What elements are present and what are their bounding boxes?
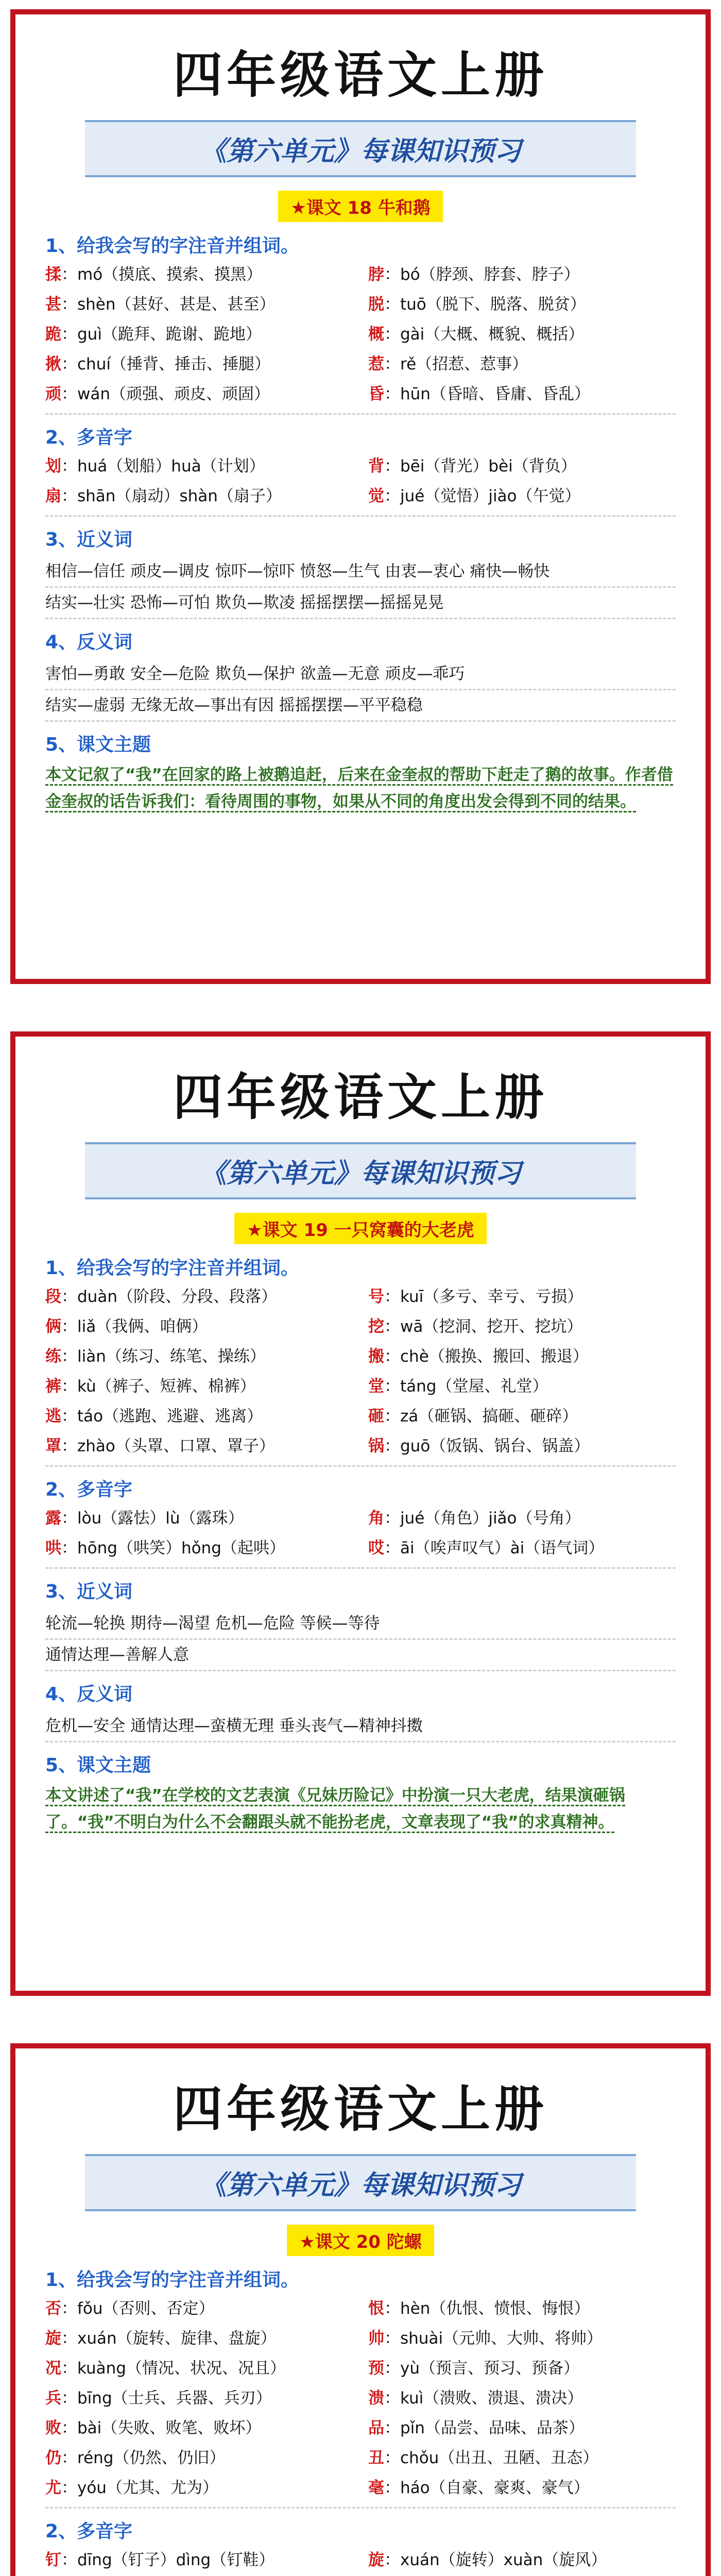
- lesson-badge: ★课文 20 陀螺: [287, 2225, 434, 2256]
- section-heading: 3、近义词: [45, 529, 133, 550]
- char-label: 恨: [368, 2299, 384, 2318]
- char-detail: ：mó（摸底、摸索、摸黑）: [61, 265, 263, 284]
- char-label: 揉: [45, 265, 61, 284]
- char-label: 脖: [368, 265, 384, 284]
- char-detail: ：táng（堂屋、礼堂）: [384, 1377, 548, 1396]
- char-entry: [368, 2446, 676, 2470]
- polyphone-entry: [45, 2548, 353, 2572]
- char-detail: ：yóu（尤其、尤为）: [61, 2479, 218, 2497]
- char-label: 兵: [45, 2389, 61, 2408]
- char-entry: [368, 293, 676, 316]
- char-label: 觉: [368, 487, 384, 505]
- lesson-badge: ★课文 18 牛和鹅: [278, 191, 442, 222]
- char-label: 哎: [368, 1539, 384, 1557]
- char-label: 丑: [368, 2449, 384, 2467]
- section-heading: 5、课文主题: [45, 1755, 151, 1776]
- char-detail: ：háo（自豪、豪爽、豪气）: [384, 2479, 590, 2497]
- section-heading: 5、课文主题: [45, 734, 151, 755]
- char-grid: [45, 263, 676, 415]
- unit-banner: 《第六单元》每课知识预习: [85, 1142, 636, 1199]
- char-label: 帅: [368, 2329, 384, 2348]
- char-detail: ：yù（预言、预习、预备）: [384, 2359, 579, 2378]
- char-detail: ：liǎ（我俩、咱俩）: [61, 1317, 208, 1336]
- char-label: 旋: [368, 2551, 384, 2569]
- char-label: 顽: [45, 385, 61, 403]
- char-detail: ：dīng（钉子）dìng（钉鞋）: [61, 2551, 275, 2569]
- char-entry: [368, 1285, 676, 1309]
- char-entry: [368, 1434, 676, 1458]
- char-detail: ：bài（失败、败笔、败坏）: [61, 2419, 262, 2437]
- theme-text: 本文讲述了“我”在学校的文艺表演《兄妹历险记》中扮演一只大老虎，结果演砸锅了。“我”不明白为什么不会翻跟头就不能扮老虎，文章表现了“我”的求真精神。: [45, 1786, 625, 1833]
- char-detail: ：hūn（昏暗、昏庸、昏乱）: [384, 385, 590, 403]
- char-label: 练: [45, 1347, 61, 1366]
- char-label: 败: [45, 2419, 61, 2437]
- char-label: 跪: [45, 325, 61, 344]
- char-entry: [368, 2297, 676, 2320]
- char-entry: [45, 2297, 353, 2320]
- char-detail: ：guō（饭锅、锅台、锅盖）: [384, 1437, 590, 1455]
- char-entry: [368, 263, 676, 286]
- char-detail: ：shèn（甚好、甚是、甚至）: [61, 295, 276, 314]
- char-detail: ：guì（跪拜、跪谢、跪地）: [61, 325, 262, 344]
- char-detail: ：wā（挖洞、挖开、挖坑）: [384, 1317, 583, 1336]
- char-entry: [45, 1285, 353, 1309]
- char-detail: ：shān（扇动）shàn（扇子）: [61, 487, 282, 505]
- char-entry: [45, 293, 353, 316]
- char-entry: [368, 352, 676, 376]
- char-detail: ：réng（仍然、仍旧）: [61, 2449, 226, 2467]
- section-heading: 4、反义词: [45, 632, 133, 653]
- char-detail: ：pǐn（品尝、品味、品茶）: [384, 2419, 585, 2437]
- lesson-card-20: [10, 2043, 711, 2576]
- char-label: 揪: [45, 355, 61, 374]
- char-label: 昏: [368, 385, 384, 403]
- char-detail: ：xuán（旋转）xuàn（旋风）: [384, 2551, 607, 2569]
- lesson-card-19: [10, 1031, 711, 1996]
- char-detail: ：chuí（捶背、捶击、捶腿）: [61, 355, 270, 374]
- char-label: 裤: [45, 1377, 61, 1396]
- char-entry: [368, 1345, 676, 1368]
- theme-text: 本文记叙了“我”在回家的路上被鹅追赶，后来在金奎叔的帮助下赶走了鹅的故事。作者借金奎叔的话告诉我们：看待周围的事物，如果从不同的角度出发会得到不同的结果。: [45, 766, 673, 812]
- char-entry: [368, 1315, 676, 1338]
- char-detail: ：bēi（背光）bèi（背负）: [384, 457, 577, 476]
- char-entry: [45, 1404, 353, 1428]
- char-entry: [45, 1345, 353, 1368]
- char-entry: [368, 323, 676, 346]
- lesson-card-18: [10, 9, 711, 984]
- char-entry: [45, 2357, 353, 2380]
- char-entry: [45, 2327, 353, 2350]
- section-heading: 2、多音字: [45, 2521, 133, 2542]
- char-detail: ：āi（唉声叹气）ài（语气词）: [384, 1539, 605, 1557]
- section-heading: 1、给我会写的字注音并组词。: [45, 235, 300, 257]
- char-label: 钉: [45, 2551, 61, 2569]
- section-heading: 3、近义词: [45, 1581, 133, 1602]
- char-detail: ：kuàng（情况、状况、况且）: [61, 2359, 286, 2378]
- char-entry: [45, 1375, 353, 1398]
- char-label: 哄: [45, 1539, 61, 1557]
- char-label: 露: [45, 1509, 61, 1528]
- char-entry: [368, 2386, 676, 2410]
- char-label: 概: [368, 325, 384, 344]
- char-label: 扇: [45, 487, 61, 505]
- theme-paragraph: [45, 761, 676, 815]
- char-detail: ：rě（招惹、惹事）: [384, 355, 528, 374]
- char-detail: ：shuài（元帅、大帅、将帅）: [384, 2329, 603, 2348]
- char-detail: ：chè（搬换、搬回、搬退）: [384, 1347, 589, 1366]
- char-label: 脱: [368, 295, 384, 314]
- polyphone-entry: [368, 1536, 676, 1560]
- char-label: 角: [368, 1509, 384, 1528]
- char-label: 仍: [45, 2449, 61, 2467]
- char-entry: [45, 2386, 353, 2410]
- char-detail: ：kuì（溃败、溃退、溃决）: [384, 2389, 583, 2408]
- theme-paragraph: [45, 1782, 676, 1836]
- char-label: 溃: [368, 2389, 384, 2408]
- char-detail: ：fǒu（否则、否定）: [61, 2299, 215, 2318]
- char-detail: ：kù（裤子、短裤、棉裤）: [61, 1377, 256, 1396]
- section-heading: 2、多音字: [45, 427, 133, 448]
- polyphone-entry: [368, 454, 676, 478]
- synonym-line: 相信—信任 顽皮—调皮 惊吓—惊吓 愤怒—生气 由衷—衷心 痛快—畅快: [45, 556, 676, 588]
- char-grid: [45, 1285, 676, 1467]
- polyphone-entry: [45, 1506, 353, 1530]
- char-detail: ：duàn（阶段、分段、段落）: [61, 1287, 277, 1306]
- char-label: 背: [368, 457, 384, 476]
- char-detail: ：kuī（多亏、幸亏、亏损）: [384, 1287, 583, 1306]
- char-detail: ：lòu（露怯）lù（露珠）: [61, 1509, 244, 1528]
- char-label: 段: [45, 1287, 61, 1306]
- char-detail: ：hōng（哄笑）hǒng（起哄）: [61, 1539, 285, 1557]
- char-label: 否: [45, 2299, 61, 2318]
- page-title: 四年级语文上册: [173, 46, 548, 104]
- char-detail: ：wán（顽强、顽皮、顽固）: [61, 385, 270, 403]
- unit-banner: 《第六单元》每课知识预习: [85, 120, 636, 177]
- char-detail: ：zá（砸锅、搞砸、砸碎）: [384, 1407, 578, 1426]
- char-entry: [368, 2476, 676, 2500]
- char-label: 况: [45, 2359, 61, 2378]
- char-label: 惹: [368, 355, 384, 374]
- char-detail: ：xuán（旋转、旋律、盘旋）: [61, 2329, 277, 2348]
- char-detail: ：liàn（练习、练笔、操练）: [61, 1347, 266, 1366]
- synonym-line: 轮流—轮换 期待—渴望 危机—危险 等候—等待: [45, 1608, 676, 1640]
- polyphone-grid: [45, 2548, 676, 2576]
- char-label: 毫: [368, 2479, 384, 2497]
- char-entry: [368, 1375, 676, 1398]
- char-detail: ：zhào（头罩、口罩、罩子）: [61, 1437, 275, 1455]
- char-detail: ：huá（划船）huà（计划）: [61, 457, 265, 476]
- char-entry: [368, 2416, 676, 2440]
- char-entry: [45, 263, 353, 286]
- char-entry: [45, 352, 353, 376]
- polyphone-entry: [45, 454, 353, 478]
- char-detail: ：táo（逃跑、逃避、逃离）: [61, 1407, 263, 1426]
- char-entry: [45, 323, 353, 346]
- char-label: 预: [368, 2359, 384, 2378]
- char-detail: ：chǒu（出丑、丑陋、丑态）: [384, 2449, 599, 2467]
- char-entry: [45, 1434, 353, 1458]
- char-label: 罩: [45, 1437, 61, 1455]
- char-entry: [45, 2446, 353, 2470]
- polyphone-entry: [368, 484, 676, 508]
- char-detail: ：gài（大概、概貌、概括）: [384, 325, 585, 344]
- char-label: 堂: [368, 1377, 384, 1396]
- polyphone-grid: [45, 1506, 676, 1569]
- char-label: 搬: [368, 1347, 384, 1366]
- char-label: 旋: [45, 2329, 61, 2348]
- page-title: 四年级语文上册: [173, 2080, 548, 2138]
- char-entry: [368, 382, 676, 406]
- unit-banner: 《第六单元》每课知识预习: [85, 2154, 636, 2211]
- section-heading: 4、反义词: [45, 1684, 133, 1705]
- char-entry: [45, 2476, 353, 2500]
- polyphone-grid: [45, 454, 676, 517]
- polyphone-entry: [368, 1506, 676, 1530]
- synonym-line: 结实—壮实 恐怖—可怕 欺负—欺凌 摇摇摆摆—摇摇晃晃: [45, 588, 676, 619]
- polyphone-entry: [368, 2548, 676, 2572]
- char-entry: [368, 1404, 676, 1428]
- char-detail: ：jué（觉悟）jiào（午觉）: [384, 487, 581, 505]
- char-label: 尤: [45, 2479, 61, 2497]
- page-title: 四年级语文上册: [173, 1068, 548, 1126]
- antonym-line: 结实—虚弱 无缘无故—事出有因 摇摇摆摆—平平稳稳: [45, 690, 676, 722]
- char-label: 砸: [368, 1407, 384, 1426]
- polyphone-entry: [45, 1536, 353, 1560]
- char-label: 号: [368, 1287, 384, 1306]
- lesson-badge: ★课文 19 一只窝囊的大老虎: [234, 1213, 486, 1244]
- char-label: 品: [368, 2419, 384, 2437]
- synonym-line: 通情达理—善解人意: [45, 1640, 676, 1671]
- char-label: 逃: [45, 1407, 61, 1426]
- section-heading: 2、多音字: [45, 1479, 133, 1500]
- char-label: 挖: [368, 1317, 384, 1336]
- char-label: 划: [45, 457, 61, 476]
- char-detail: ：hèn（仇恨、愤恨、悔恨）: [384, 2299, 590, 2318]
- char-entry: [368, 2357, 676, 2380]
- char-grid: [45, 2297, 676, 2509]
- char-detail: ：bīng（士兵、兵器、兵刃）: [61, 2389, 272, 2408]
- polyphone-entry: [45, 484, 353, 508]
- char-entry: [368, 2327, 676, 2350]
- section-heading: 1、给我会写的字注音并组词。: [45, 2269, 300, 2291]
- char-label: 锅: [368, 1437, 384, 1455]
- char-detail: ：bó（脖颈、脖套、脖子）: [384, 265, 580, 284]
- char-label: 甚: [45, 295, 61, 314]
- char-detail: ：tuō（脱下、脱落、脱贫）: [384, 295, 586, 314]
- antonym-line: 害怕—勇敢 安全—危险 欺负—保护 欲盖—无意 顽皮—乖巧: [45, 659, 676, 690]
- char-detail: ：jué（角色）jiǎo（号角）: [384, 1509, 581, 1528]
- char-entry: [45, 2416, 353, 2440]
- char-entry: [45, 1315, 353, 1338]
- section-heading: 1、给我会写的字注音并组词。: [45, 1258, 300, 1279]
- antonym-line: 危机—安全 通情达理—蛮横无理 垂头丧气—精神抖擞: [45, 1711, 676, 1742]
- char-label: 俩: [45, 1317, 61, 1336]
- char-entry: [45, 382, 353, 406]
